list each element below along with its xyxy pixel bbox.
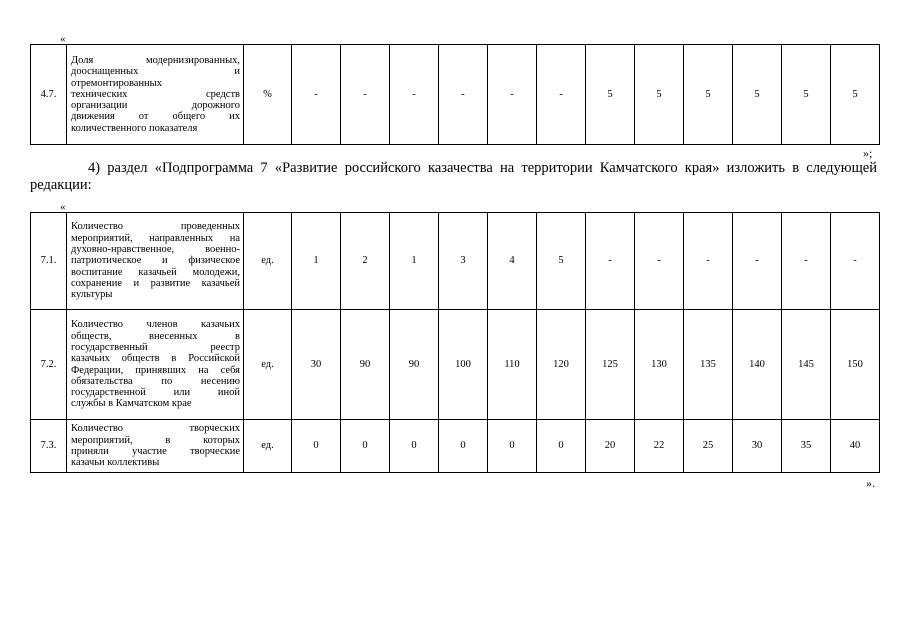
- value-cell: 30: [733, 420, 782, 473]
- description-line: патриотическое и физическое: [71, 255, 240, 267]
- value-cell: -: [341, 45, 390, 145]
- value-cell: 110: [488, 310, 537, 420]
- description-line: государственной или иной: [71, 387, 240, 399]
- quote-close-2: ».: [866, 476, 875, 490]
- value-cell: 1: [292, 213, 341, 310]
- value-cell: 5: [733, 45, 782, 145]
- description-line: количественного показателя: [71, 122, 198, 134]
- description-line: Федерации, принявших на себя: [71, 364, 240, 376]
- table-row: [31, 213, 880, 310]
- description-line: приняли участие творческие: [71, 446, 240, 457]
- value-cell: -: [390, 45, 439, 145]
- description-line: Количество членов казачьих: [71, 319, 240, 331]
- value-cell: 0: [292, 420, 341, 473]
- amendment-text: 4) раздел «Подпрограмма 7 «Развитие российского казачества на территории Камчатского края» изложить в следующей редакции:: [30, 160, 877, 193]
- value-cell: 125: [586, 310, 635, 420]
- description-line: технических средств: [71, 88, 240, 100]
- description-line: воспитание казачьей молодежи,: [71, 266, 240, 278]
- description-line: мероприятий, направленных на: [71, 232, 240, 244]
- value-cell: 135: [684, 310, 733, 420]
- table-row: [31, 310, 880, 420]
- table-row: [31, 420, 880, 473]
- description-line: сохранение и развитие казачьей: [71, 277, 240, 289]
- value-cell: 25: [684, 420, 733, 473]
- unit-cell: ед.: [244, 213, 292, 310]
- row-number: 7.3.: [31, 420, 67, 473]
- value-cell: -: [537, 45, 586, 145]
- indicator-description: [67, 45, 244, 145]
- row-number: 4.7.: [31, 45, 67, 145]
- quote-close-1: »;: [863, 146, 873, 160]
- row-number: 7.1.: [31, 213, 67, 310]
- description-line: Количество творческих: [71, 423, 240, 435]
- value-cell: -: [733, 213, 782, 310]
- value-cell: 5: [537, 213, 586, 310]
- description-line: Количество проведенных: [71, 221, 240, 233]
- value-cell: -: [782, 213, 831, 310]
- quote-open-2: «: [60, 201, 66, 213]
- value-cell: -: [488, 45, 537, 145]
- value-cell: 0: [390, 420, 439, 473]
- value-cell: 130: [635, 310, 684, 420]
- description-line: обществ, внесенных в: [71, 330, 240, 342]
- value-cell: 150: [831, 310, 880, 420]
- value-cell: 0: [341, 420, 390, 473]
- value-cell: -: [292, 45, 341, 145]
- value-cell: 2: [341, 213, 390, 310]
- value-cell: 90: [341, 310, 390, 420]
- description-line: движения от общего их: [71, 111, 240, 123]
- description-line: казачьих обществ в Российской: [71, 353, 240, 365]
- indicator-description: [67, 420, 244, 473]
- value-cell: 100: [439, 310, 488, 420]
- value-cell: 22: [635, 420, 684, 473]
- value-cell: 5: [782, 45, 831, 145]
- description-line: Доля модернизированных,: [71, 54, 240, 66]
- value-cell: -: [439, 45, 488, 145]
- indicator-description: [67, 213, 244, 310]
- unit-cell: ед.: [244, 310, 292, 420]
- indicator-table-roads: [30, 44, 880, 145]
- description-line: службы в Камчатском крае: [71, 398, 192, 410]
- description-line: духовно-нравственное, военно-: [71, 244, 240, 256]
- quote-open-1: «: [60, 33, 66, 45]
- value-cell: 35: [782, 420, 831, 473]
- description-line: дооснащенных и: [71, 66, 240, 78]
- description-line: отремонтированных: [71, 77, 162, 89]
- indicator-table-cossacks: [30, 212, 880, 473]
- value-cell: 3: [439, 213, 488, 310]
- value-cell: -: [684, 213, 733, 310]
- value-cell: 40: [831, 420, 880, 473]
- value-cell: 90: [390, 310, 439, 420]
- indicator-description: [67, 310, 244, 420]
- description-line: мероприятий, в которых: [71, 434, 240, 446]
- unit-cell: %: [244, 45, 292, 145]
- description-line: организации дорожного: [71, 100, 240, 112]
- value-cell: 0: [439, 420, 488, 473]
- value-cell: 30: [292, 310, 341, 420]
- value-cell: 140: [733, 310, 782, 420]
- value-cell: 120: [537, 310, 586, 420]
- value-cell: -: [635, 213, 684, 310]
- description-line: культуры: [71, 289, 113, 301]
- value-cell: 1: [390, 213, 439, 310]
- description-line: государственный реестр: [71, 341, 240, 353]
- value-cell: 145: [782, 310, 831, 420]
- value-cell: 0: [537, 420, 586, 473]
- value-cell: 5: [635, 45, 684, 145]
- value-cell: -: [831, 213, 880, 310]
- table-row: [31, 45, 880, 145]
- value-cell: 5: [684, 45, 733, 145]
- value-cell: -: [586, 213, 635, 310]
- unit-cell: ед.: [244, 420, 292, 473]
- value-cell: 5: [586, 45, 635, 145]
- value-cell: 0: [488, 420, 537, 473]
- description-line: казачьи коллективы: [71, 457, 160, 469]
- row-number: 7.2.: [31, 310, 67, 420]
- value-cell: 4: [488, 213, 537, 310]
- value-cell: 5: [831, 45, 880, 145]
- amendment-paragraph: [30, 160, 877, 194]
- value-cell: 20: [586, 420, 635, 473]
- description-line: обязательства по несению: [71, 375, 240, 387]
